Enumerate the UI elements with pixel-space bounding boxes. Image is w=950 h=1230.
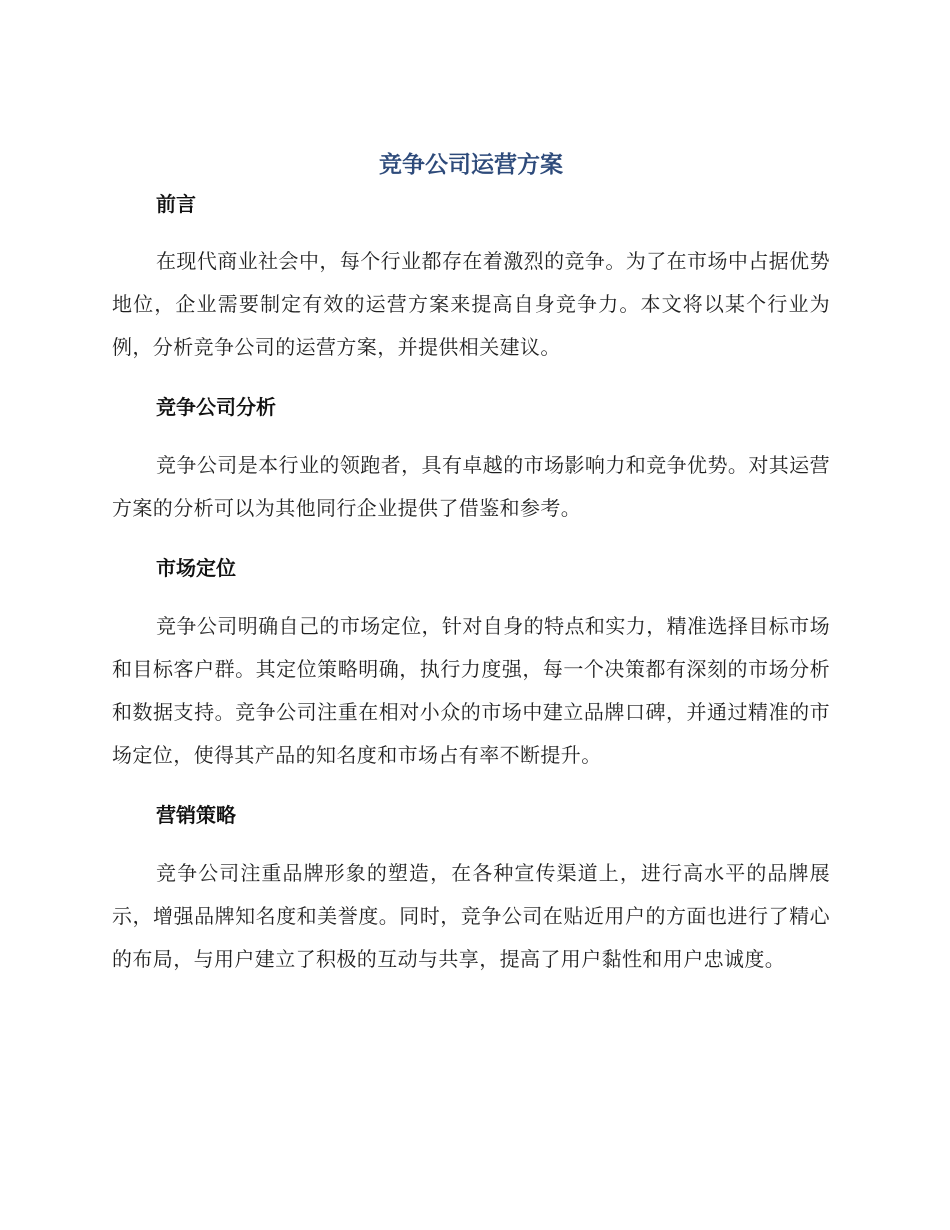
section-paragraph-competitor-analysis: 竞争公司是本行业的领跑者，具有卓越的市场影响力和竞争优势。对其运营方案的分析可以为其他同行企业提供了借鉴和参考。: [112, 453, 830, 520]
section-paragraph-market-positioning: 竞争公司明确自己的市场定位，针对自身的特点和实力，精准选择目标市场和目标客户群。其定位策略明确，执行力度强，每一个决策都有深刻的市场分析和数据支持。竞争公司注重在相对小众的市场中建立品牌口碑，并通过精准的市场定位，使得其产品的知名度和市场占有率不断提升。: [112, 614, 830, 767]
section-paragraph-marketing-strategy: 竞争公司注重品牌形象的塑造，在各种宣传渠道上，进行高水平的品牌展示，增强品牌知名度和美誉度。同时，竞争公司在贴近用户的方面也进行了精心的布局，与用户建立了积极的互动与共享，提高了用户黏性和用户忠诚度。: [112, 861, 830, 971]
section-heading-marketing-strategy: 营销策略: [156, 803, 236, 827]
section-heading-intro: 前言: [156, 192, 196, 216]
section-paragraph-intro: 在现代商业社会中，每个行业都存在着激烈的竞争。为了在市场中占据优势地位，企业需要制定有效的运营方案来提高自身竞争力。本文将以某个行业为例，分析竞争公司的运营方案，并提供相关建议。: [112, 249, 830, 359]
document-body: [112, 148, 830, 981]
section-heading-market-positioning: 市场定位: [156, 556, 236, 580]
document-title: 竞争公司运营方案: [379, 152, 563, 178]
section-heading-competitor-analysis: 竞争公司分析: [156, 395, 276, 419]
